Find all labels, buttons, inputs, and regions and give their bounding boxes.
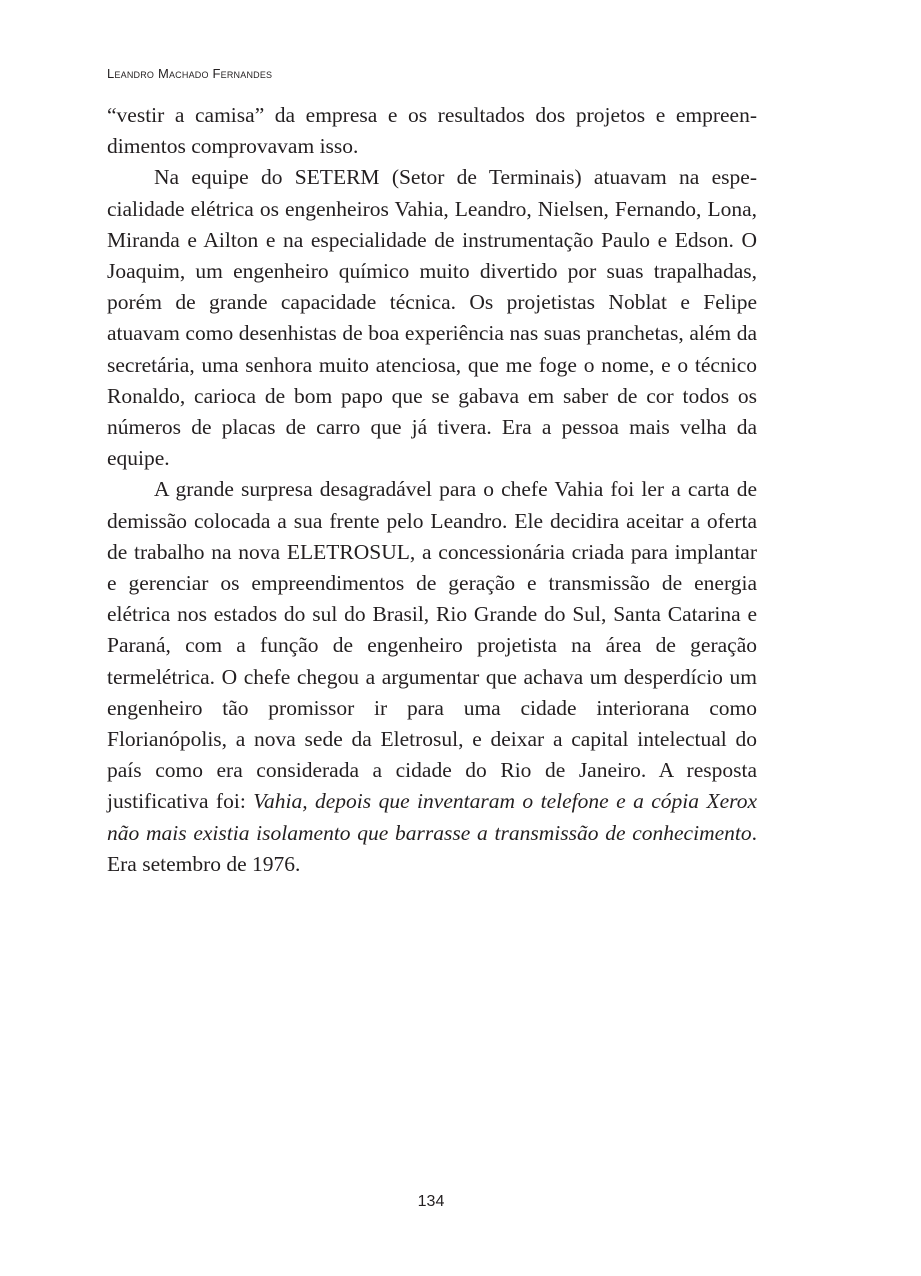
paragraph-2: Na equipe do SETERM (Setor de Terminais) atuavam na especialidade elétrica os engenheiros Vahia, Leandro, Nielsen, Fernando, Lona, Miranda e Ailton e na especialidade de instrumentação Paulo e Edson. O Joaquim, um engenheiro químico muito divertido por suas trapalhadas, porém de grande capacidade técnica. Os projetistas Noblat e Felipe atuavam como desenhistas de boa experiência nas suas pranchetas, além da secretária, uma senhora muito atenciosa, que me foge o nome, e o técnico Ronaldo, carioca de bom papo que se gabava em saber de cor todos os números de placas de carro que já tivera. Era a pessoa mais velha da equipe. (107, 165, 757, 471)
body-text (107, 100, 757, 880)
paragraph-3-text: A grande surpresa desagradável para o chefe Vahia foi ler a carta de demissão colocada a sua frente pelo Leandro. Ele decidira aceitar a oferta de trabalho na nova ELETROSUL, a concessionária criada para implantar e gerenciar os empreendimentos de geração e transmissão de energia elétrica nos estados do sul do Brasil, Rio Grande do Sul, Santa Catarina e Paraná, com a função de engenheiro projetista na área de geração termelétrica. O chefe chegou a argumentar que achava um desperdício um engenheiro tão promissor ir para uma cidade interiorana como Florianópolis, a nova sede da Eletrosul, e deixar a capital intelectual do país como era considerada a cidade do Rio de Janeiro. A resposta justificativa foi: (107, 477, 757, 814)
page-number: 134 (417, 1193, 445, 1210)
paragraph-3-ending: . Era setembro de 1976. (107, 820, 757, 876)
paragraph-1: “vestir a camisa” da empresa e os resultados dos projetos e empreendimentos comprovavam isso. (107, 103, 757, 159)
running-head-author: Leandro Machado Fernandes (107, 66, 273, 81)
paragraph-3-quote: Vahia, depois que inventaram o telefone e a cópia Xerox não mais existia isolamento que barrasse a transmissão de conhecimento (107, 789, 757, 845)
paragraph-3 (107, 474, 757, 880)
